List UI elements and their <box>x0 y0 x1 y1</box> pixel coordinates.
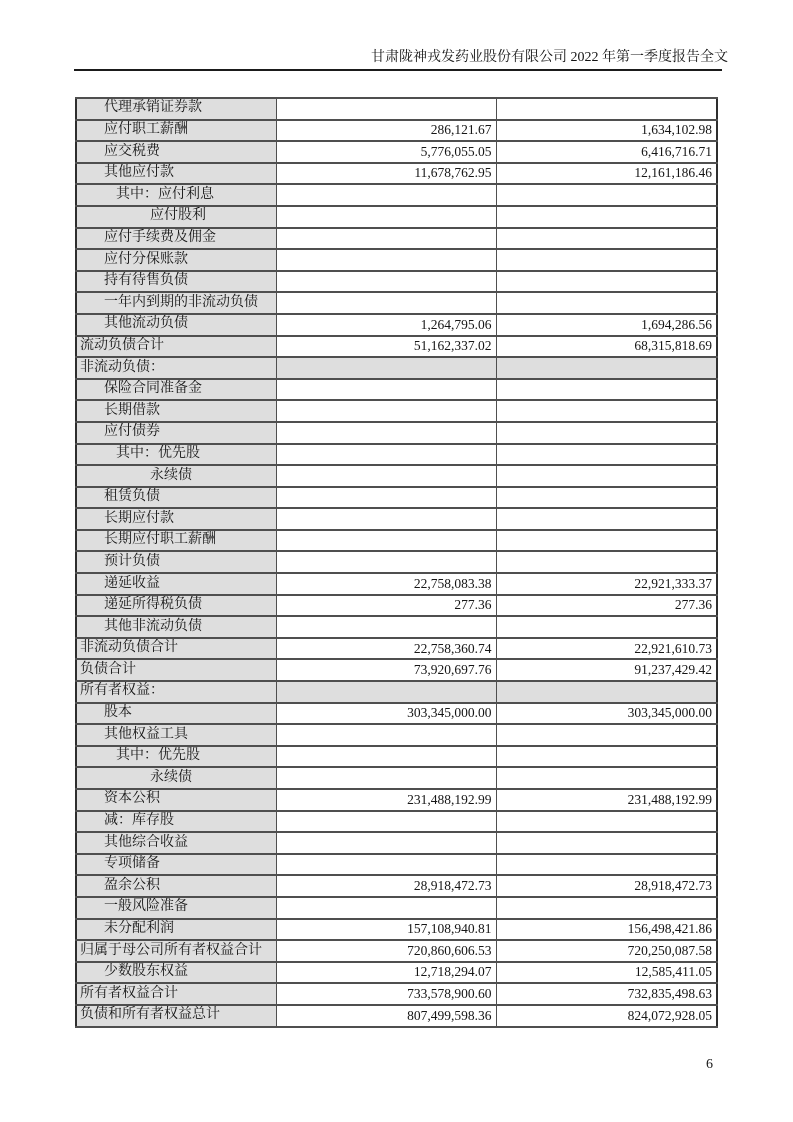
table-row <box>76 228 717 250</box>
value-column1-cell <box>276 400 496 422</box>
table-row <box>76 681 717 703</box>
value-column2-cell <box>496 681 717 703</box>
item-label-cell: 递延收益 <box>76 573 276 595</box>
item-label-cell: 其中：应付利息 <box>76 184 276 206</box>
item-label-cell: 专项储备 <box>76 854 276 876</box>
table-row <box>76 875 717 897</box>
value-column1-cell <box>276 379 496 401</box>
value-column1-cell <box>276 249 496 271</box>
item-label-cell: 一年内到期的非流动负债 <box>76 292 276 314</box>
value-column1-cell: 157,108,940.81 <box>276 919 496 941</box>
item-label-cell: 永续债 <box>76 767 276 789</box>
table-row <box>76 616 717 638</box>
value-column1-cell <box>276 271 496 293</box>
item-label-cell: 所有者权益： <box>76 681 276 703</box>
table-row <box>76 551 717 573</box>
table-row <box>76 465 717 487</box>
value-column2-cell <box>496 379 717 401</box>
table-row <box>76 530 717 552</box>
item-label-cell: 负债合计 <box>76 659 276 681</box>
item-label-cell: 代理承销证券款 <box>76 98 276 120</box>
value-column2-cell <box>496 465 717 487</box>
value-column1-cell <box>276 767 496 789</box>
item-label-cell: 保险合同准备金 <box>76 379 276 401</box>
value-column1-cell <box>276 724 496 746</box>
value-column1-cell: 286,121.67 <box>276 120 496 142</box>
item-label-cell: 预计负债 <box>76 551 276 573</box>
value-column2-cell <box>496 487 717 509</box>
value-column2-cell <box>496 249 717 271</box>
table-row <box>76 919 717 941</box>
value-column1-cell: 12,718,294.07 <box>276 962 496 984</box>
item-label-cell: 持有待售负债 <box>76 271 276 293</box>
value-column2-cell <box>496 530 717 552</box>
value-column1-cell <box>276 530 496 552</box>
value-column1-cell: 73,920,697.76 <box>276 659 496 681</box>
value-column1-cell <box>276 897 496 919</box>
item-label-cell: 其他权益工具 <box>76 724 276 746</box>
value-column2-cell <box>496 98 717 120</box>
table-row <box>76 379 717 401</box>
table-row <box>76 940 717 962</box>
value-column2-cell: 91,237,429.42 <box>496 659 717 681</box>
value-column2-cell: 1,694,286.56 <box>496 314 717 336</box>
value-column1-cell <box>276 681 496 703</box>
value-column2-cell: 732,835,498.63 <box>496 983 717 1005</box>
value-column1-cell: 303,345,000.00 <box>276 703 496 725</box>
balance-sheet-table <box>75 97 718 1028</box>
table-row <box>76 98 717 120</box>
value-column1-cell <box>276 854 496 876</box>
value-column2-cell: 6,416,716.71 <box>496 141 717 163</box>
value-column1-cell <box>276 746 496 768</box>
value-column2-cell: 1,634,102.98 <box>496 120 717 142</box>
value-column2-cell: 277.36 <box>496 595 717 617</box>
item-label-cell: 租赁负债 <box>76 487 276 509</box>
value-column2-cell <box>496 357 717 379</box>
item-label-cell: 应付手续费及佣金 <box>76 228 276 250</box>
item-label-cell: 应付股利 <box>76 206 276 228</box>
value-column2-cell: 22,921,610.73 <box>496 638 717 660</box>
value-column2-cell <box>496 551 717 573</box>
table-row <box>76 1005 717 1027</box>
value-column1-cell <box>276 357 496 379</box>
value-column1-cell <box>276 206 496 228</box>
item-label-cell: 所有者权益合计 <box>76 983 276 1005</box>
value-column1-cell: 28,918,472.73 <box>276 875 496 897</box>
table-row <box>76 487 717 509</box>
item-label-cell: 股本 <box>76 703 276 725</box>
table-row <box>76 271 717 293</box>
table-row <box>76 336 717 358</box>
item-label-cell: 少数股东权益 <box>76 962 276 984</box>
table-row <box>76 292 717 314</box>
value-column1-cell <box>276 832 496 854</box>
value-column1-cell <box>276 616 496 638</box>
table-row <box>76 163 717 185</box>
value-column2-cell: 22,921,333.37 <box>496 573 717 595</box>
value-column1-cell <box>276 292 496 314</box>
table-row <box>76 444 717 466</box>
value-column1-cell <box>276 184 496 206</box>
value-column1-cell <box>276 811 496 833</box>
page-number: 6 <box>706 1057 713 1072</box>
value-column1-cell: 720,860,606.53 <box>276 940 496 962</box>
value-column1-cell: 22,758,360.74 <box>276 638 496 660</box>
item-label-cell: 永续债 <box>76 465 276 487</box>
value-column1-cell: 277.36 <box>276 595 496 617</box>
item-label-cell: 流动负债合计 <box>76 336 276 358</box>
value-column2-cell <box>496 422 717 444</box>
value-column2-cell <box>496 271 717 293</box>
table-row <box>76 746 717 768</box>
table-row <box>76 789 717 811</box>
item-label-cell: 长期应付款 <box>76 508 276 530</box>
value-column2-cell <box>496 508 717 530</box>
value-column2-cell: 12,585,411.05 <box>496 962 717 984</box>
value-column1-cell <box>276 487 496 509</box>
table-row <box>76 854 717 876</box>
item-label-cell: 减：库存股 <box>76 811 276 833</box>
value-column2-cell <box>496 444 717 466</box>
item-label-cell: 其他非流动负债 <box>76 616 276 638</box>
value-column2-cell: 824,072,928.05 <box>496 1005 717 1027</box>
value-column1-cell: 733,578,900.60 <box>276 983 496 1005</box>
table-row <box>76 314 717 336</box>
balance-sheet-body <box>76 98 717 1027</box>
value-column1-cell: 5,776,055.05 <box>276 141 496 163</box>
value-column1-cell: 1,264,795.06 <box>276 314 496 336</box>
value-column2-cell <box>496 746 717 768</box>
value-column1-cell <box>276 98 496 120</box>
table-row <box>76 638 717 660</box>
value-column1-cell <box>276 465 496 487</box>
item-label-cell: 其中：优先股 <box>76 746 276 768</box>
value-column2-cell <box>496 228 717 250</box>
table-row <box>76 962 717 984</box>
value-column2-cell <box>496 897 717 919</box>
table-row <box>76 249 717 271</box>
item-label-cell: 应付职工薪酬 <box>76 120 276 142</box>
table-row <box>76 767 717 789</box>
table-row <box>76 703 717 725</box>
item-label-cell: 其中：优先股 <box>76 444 276 466</box>
item-label-cell: 非流动负债： <box>76 357 276 379</box>
value-column2-cell <box>496 832 717 854</box>
table-row <box>76 184 717 206</box>
item-label-cell: 归属于母公司所有者权益合计 <box>76 940 276 962</box>
item-label-cell: 其他综合收益 <box>76 832 276 854</box>
item-label-cell: 盈余公积 <box>76 875 276 897</box>
table-row <box>76 724 717 746</box>
table-row <box>76 811 717 833</box>
table-row <box>76 573 717 595</box>
value-column1-cell <box>276 228 496 250</box>
item-label-cell: 非流动负债合计 <box>76 638 276 660</box>
item-label-cell: 应付债券 <box>76 422 276 444</box>
value-column2-cell <box>496 206 717 228</box>
value-column2-cell <box>496 400 717 422</box>
item-label-cell: 资本公积 <box>76 789 276 811</box>
value-column2-cell: 156,498,421.86 <box>496 919 717 941</box>
value-column1-cell: 807,499,598.36 <box>276 1005 496 1027</box>
item-label-cell: 长期应付职工薪酬 <box>76 530 276 552</box>
table-row <box>76 983 717 1005</box>
value-column1-cell <box>276 551 496 573</box>
table-row <box>76 508 717 530</box>
table-row <box>76 832 717 854</box>
item-label-cell: 应付分保账款 <box>76 249 276 271</box>
value-column2-cell: 231,488,192.99 <box>496 789 717 811</box>
table-row <box>76 141 717 163</box>
value-column1-cell: 231,488,192.99 <box>276 789 496 811</box>
value-column2-cell <box>496 854 717 876</box>
value-column1-cell <box>276 444 496 466</box>
value-column2-cell: 303,345,000.00 <box>496 703 717 725</box>
value-column1-cell: 51,162,337.02 <box>276 336 496 358</box>
report-header-title: 甘肃陇神戎发药业股份有限公司 2022 年第一季度报告全文 <box>371 50 728 65</box>
value-column1-cell: 22,758,083.38 <box>276 573 496 595</box>
item-label-cell: 负债和所有者权益总计 <box>76 1005 276 1027</box>
value-column1-cell <box>276 508 496 530</box>
item-label-cell: 其他应付款 <box>76 163 276 185</box>
item-label-cell: 应交税费 <box>76 141 276 163</box>
table-row <box>76 595 717 617</box>
value-column2-cell <box>496 616 717 638</box>
header-divider <box>74 69 722 71</box>
value-column1-cell <box>276 422 496 444</box>
table-row <box>76 357 717 379</box>
value-column2-cell <box>496 724 717 746</box>
table-row <box>76 400 717 422</box>
item-label-cell: 一般风险准备 <box>76 897 276 919</box>
table-row <box>76 659 717 681</box>
value-column2-cell <box>496 184 717 206</box>
table-row <box>76 206 717 228</box>
value-column2-cell: 68,315,818.69 <box>496 336 717 358</box>
value-column2-cell <box>496 767 717 789</box>
table-row <box>76 422 717 444</box>
table-row <box>76 897 717 919</box>
value-column2-cell: 28,918,472.73 <box>496 875 717 897</box>
value-column1-cell: 11,678,762.95 <box>276 163 496 185</box>
value-column2-cell <box>496 811 717 833</box>
item-label-cell: 其他流动负债 <box>76 314 276 336</box>
value-column2-cell <box>496 292 717 314</box>
value-column2-cell: 12,161,186.46 <box>496 163 717 185</box>
item-label-cell: 长期借款 <box>76 400 276 422</box>
value-column2-cell: 720,250,087.58 <box>496 940 717 962</box>
item-label-cell: 递延所得税负债 <box>76 595 276 617</box>
table-row <box>76 120 717 142</box>
item-label-cell: 未分配利润 <box>76 919 276 941</box>
